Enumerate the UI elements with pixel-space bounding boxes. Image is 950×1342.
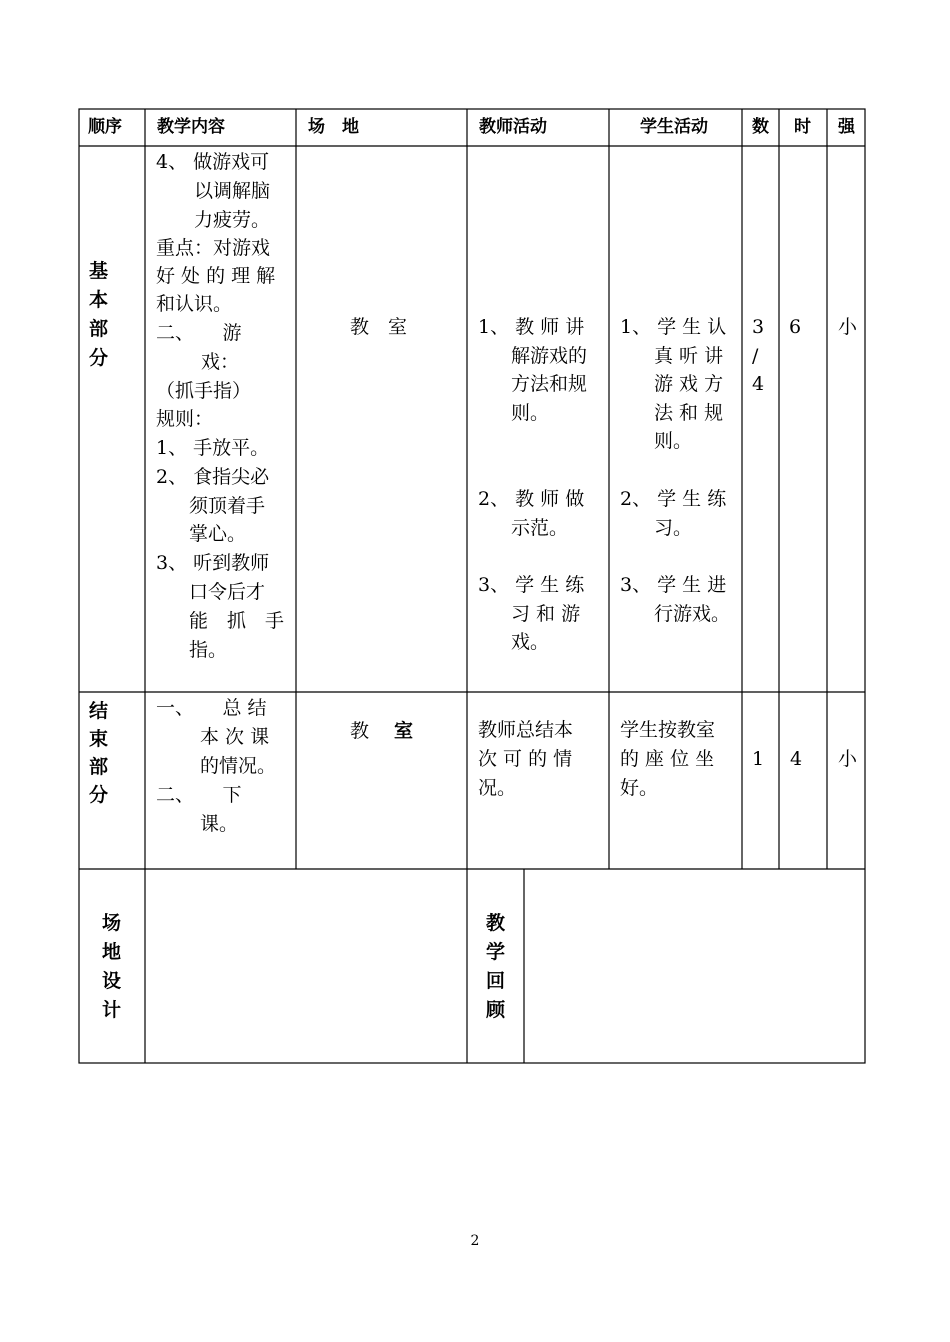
- basic-content-line: 1、 手放平。: [156, 437, 270, 459]
- basic-content-line: 规则：: [156, 408, 214, 430]
- basic-content-line: 2、 食指尖必: [156, 466, 270, 488]
- basic-content-line: 掌心。: [189, 523, 247, 545]
- basic-teacher-line: 戏。: [511, 631, 550, 653]
- basic-content-line: 须顶着手: [189, 495, 266, 517]
- end-label-4: 分: [89, 784, 109, 806]
- basic-student-line: 2、 学 生 练: [620, 488, 727, 510]
- design-label-1: 场: [102, 912, 122, 934]
- review-label-4: 顾: [486, 999, 506, 1021]
- end-label-1: 结: [89, 700, 109, 722]
- basic-student-line: 游 戏 方: [654, 373, 724, 395]
- basic-content-line: 力疲劳。: [194, 209, 271, 231]
- end-student-line: 学生按教室: [620, 719, 716, 741]
- basic-content-line: 以调解脑: [194, 180, 271, 202]
- basic-count: 4: [752, 373, 765, 395]
- end-content-line: 一、 总 结: [156, 697, 267, 719]
- end-intensity: 小: [838, 748, 858, 770]
- basic-label-4: 分: [89, 347, 109, 369]
- basic-content-line: 好 处 的 理 解: [156, 265, 276, 287]
- basic-student-line: 1、 学 生 认: [620, 316, 727, 338]
- basic-content-line: 指。: [189, 639, 228, 661]
- header-intensity: 强: [838, 117, 855, 137]
- page-number: 2: [470, 1233, 480, 1249]
- basic-content-line: 4、 做游戏可: [156, 151, 270, 173]
- basic-student-line: 行游戏。: [654, 603, 731, 625]
- end-teacher-line: 况。: [478, 777, 517, 799]
- basic-content-line: 能 抓 手: [189, 610, 285, 632]
- basic-content-line: 3、 听到教师: [156, 552, 270, 574]
- basic-time: 6: [789, 316, 802, 338]
- basic-label-3: 部: [89, 318, 109, 340]
- basic-venue: 教 室: [350, 316, 408, 338]
- basic-content-line: 二、 游: [156, 322, 242, 344]
- basic-teacher-line: 则。: [511, 402, 550, 424]
- basic-count: /: [752, 345, 759, 367]
- header-venue: 场 地: [308, 117, 359, 137]
- end-content-line: 的情况。: [200, 755, 277, 777]
- basic-student-line: 真 听 讲: [654, 345, 724, 367]
- basic-content-line: 口令后才: [189, 581, 266, 603]
- header-order: 顺序: [88, 117, 122, 137]
- basic-intensity: 小: [838, 316, 858, 338]
- basic-content-line: 和认识。: [156, 293, 233, 315]
- design-label-3: 设: [102, 970, 122, 992]
- end-label-2: 束: [89, 728, 109, 750]
- end-count: 1: [752, 748, 765, 770]
- end-content-line: 课。: [200, 813, 239, 835]
- end-venue-second: 室: [394, 720, 414, 742]
- basic-student-line: 法 和 规: [654, 402, 724, 424]
- header-content: 教学内容: [157, 117, 225, 137]
- header-teacher: 教师活动: [479, 117, 547, 137]
- basic-student-line: 则。: [654, 430, 693, 452]
- header-student: 学生活动: [640, 117, 708, 137]
- end-time: 4: [790, 748, 803, 770]
- basic-teacher-line: 2、 教 师 做: [478, 488, 585, 510]
- basic-content-line: 戏：: [201, 351, 240, 373]
- end-teacher-line: 次 可 的 情: [478, 748, 573, 770]
- end-student-line: 好。: [620, 777, 659, 799]
- basic-teacher-line: 示范。: [511, 517, 569, 539]
- end-content-line: 本 次 课: [200, 726, 270, 748]
- review-label-3: 回: [486, 970, 506, 992]
- header-count: 数: [752, 117, 769, 137]
- basic-content-line: 重点：对游戏: [156, 237, 271, 259]
- header-time: 时: [794, 117, 811, 137]
- end-teacher-line: 教师总结本: [478, 719, 574, 741]
- basic-student-line: 3、 学 生 进: [620, 574, 727, 596]
- basic-student-line: 习。: [654, 517, 693, 539]
- end-label-3: 部: [89, 756, 109, 778]
- basic-label-1: 基: [89, 260, 109, 282]
- basic-count: 3: [752, 316, 765, 338]
- design-label-2: 地: [102, 941, 122, 963]
- design-label-4: 计: [102, 999, 122, 1021]
- basic-teacher-line: 习 和 游: [511, 603, 581, 625]
- basic-content-line: （抓手指）: [156, 380, 252, 402]
- basic-teacher-line: 方法和规: [511, 373, 588, 395]
- review-label-1: 教: [486, 912, 506, 934]
- end-venue-first: 教: [350, 720, 370, 742]
- end-student-line: 的 座 位 坐: [620, 748, 715, 770]
- review-label-2: 学: [486, 941, 506, 963]
- end-content-line: 二、 下: [156, 784, 242, 806]
- basic-label-2: 本: [89, 289, 109, 311]
- basic-teacher-line: 1、 教 师 讲: [478, 316, 585, 338]
- basic-teacher-line: 3、 学 生 练: [478, 574, 585, 596]
- basic-teacher-line: 解游戏的: [511, 345, 588, 367]
